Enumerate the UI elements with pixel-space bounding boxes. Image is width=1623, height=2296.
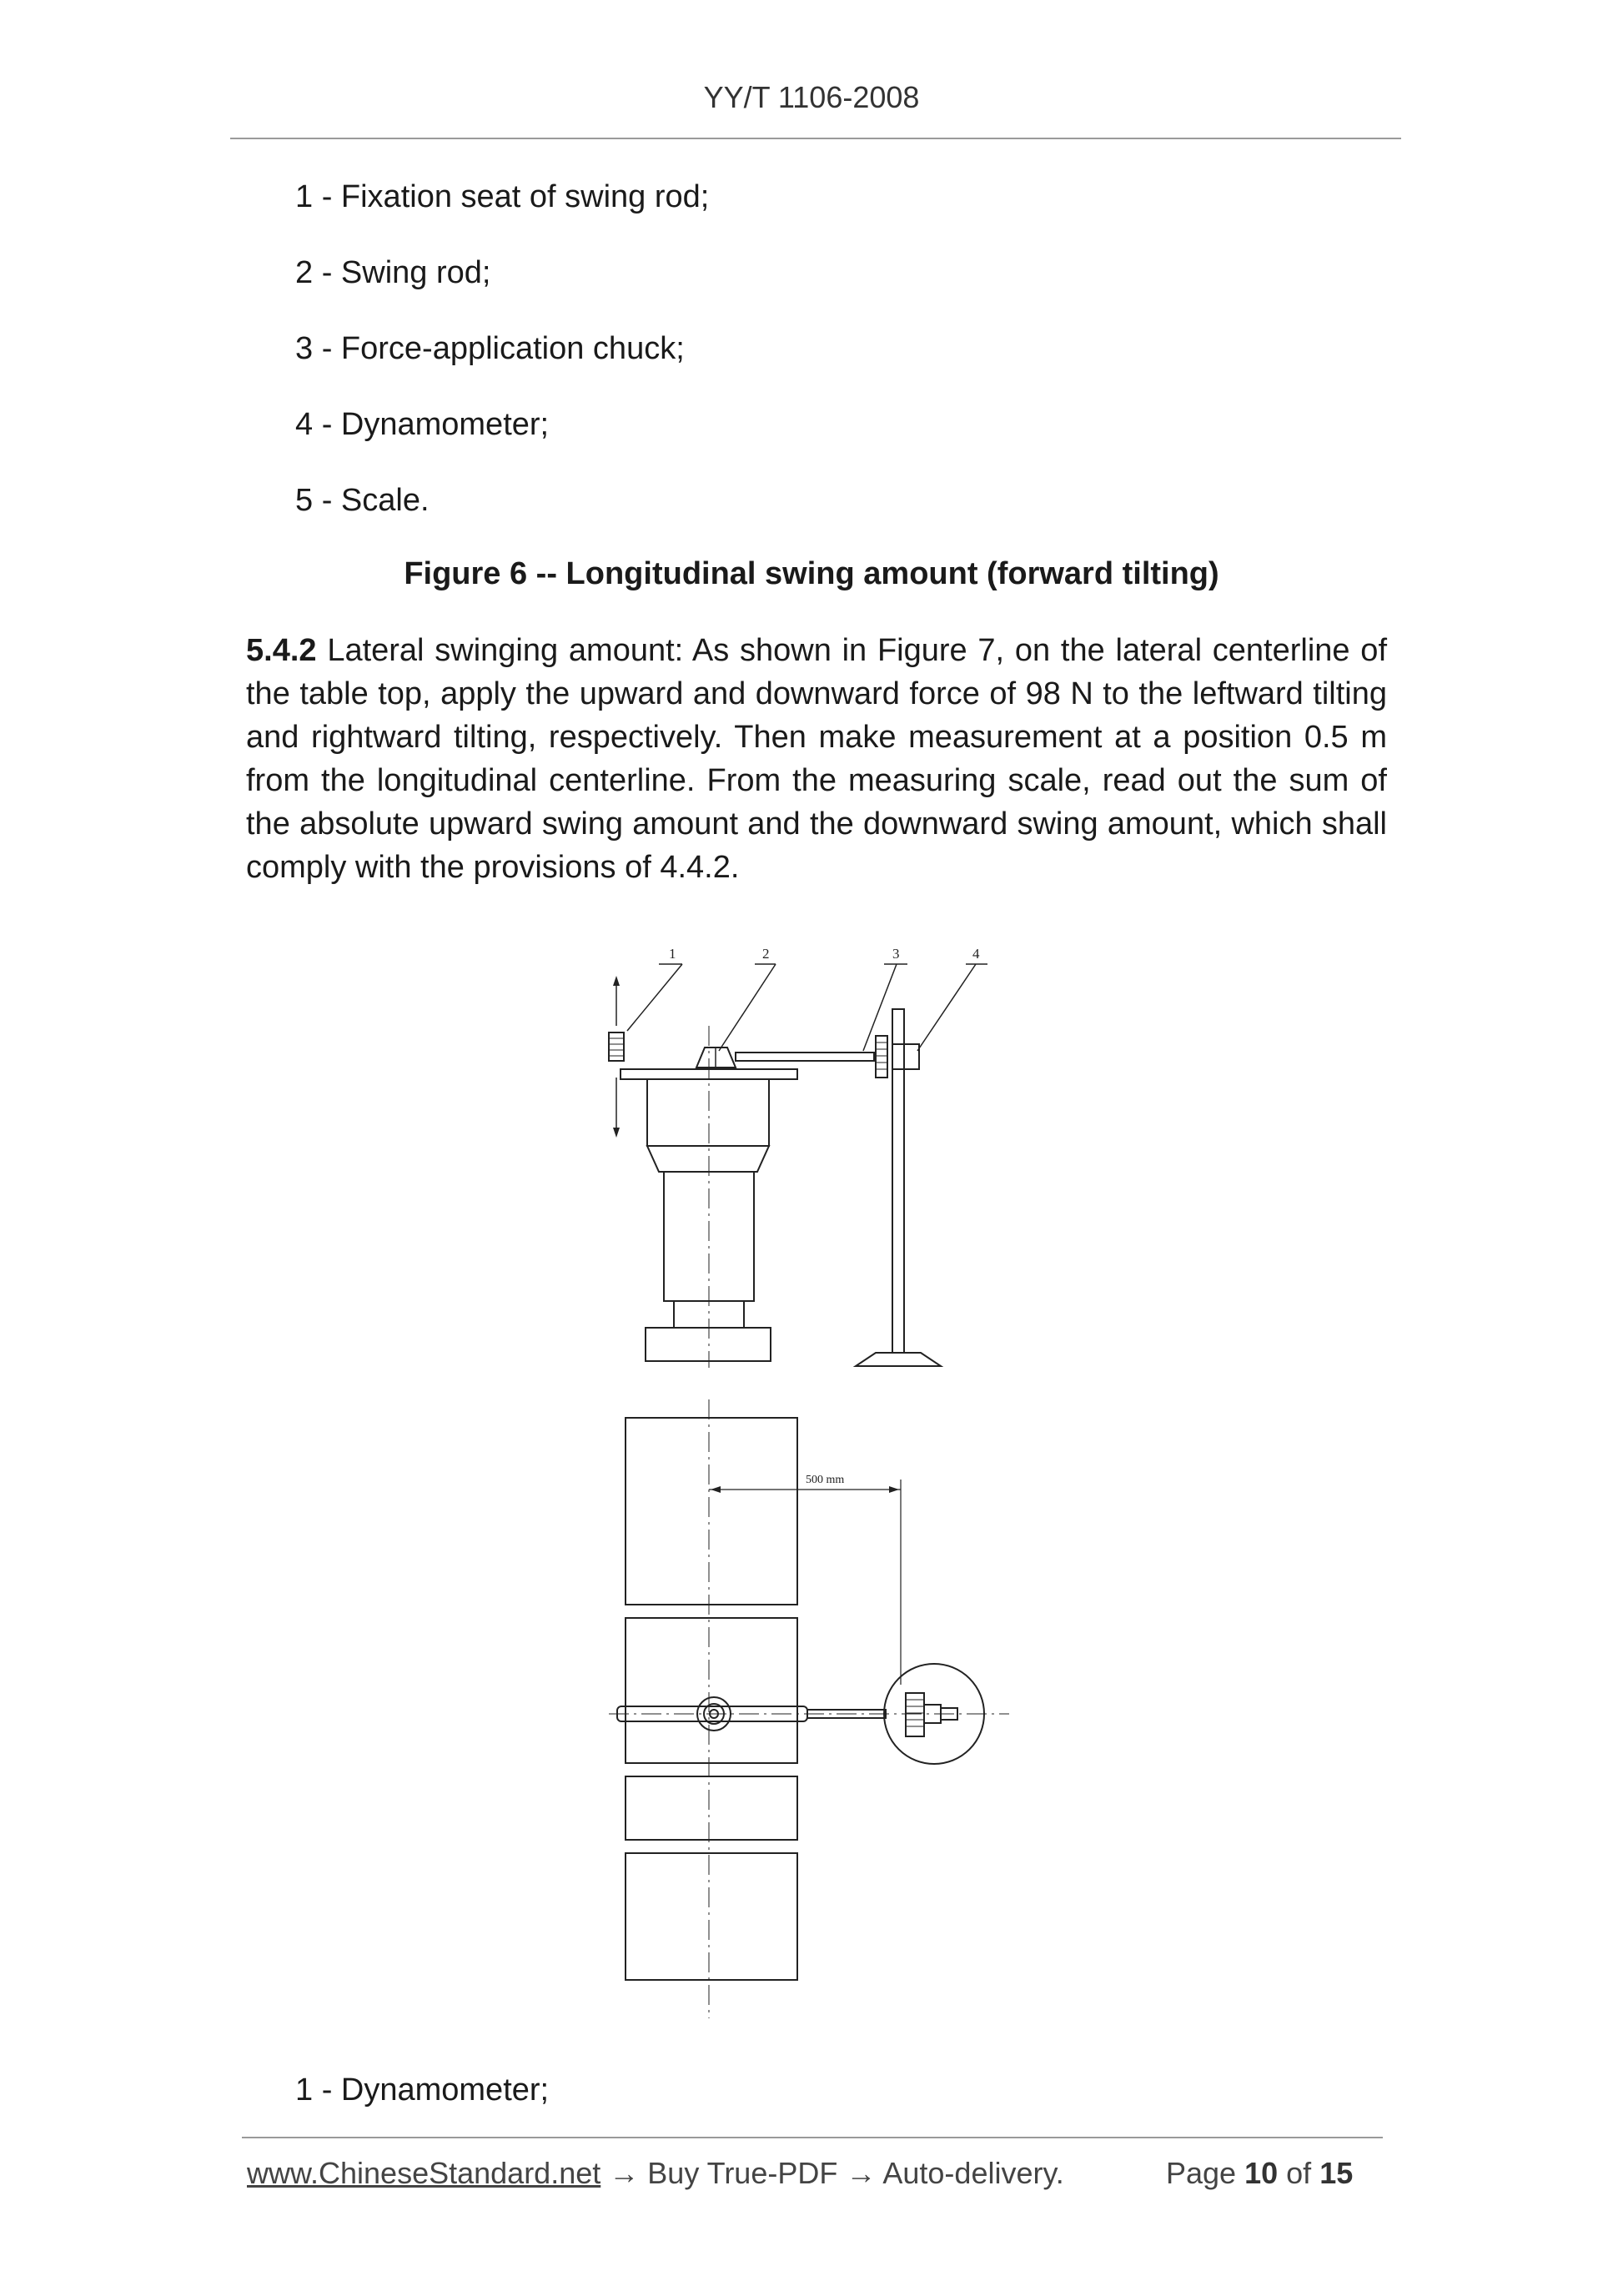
of-word: of (1286, 2156, 1312, 2190)
legend-item: 1 - Dynamometer; (295, 2072, 550, 2108)
callout-number: 3 (892, 946, 900, 962)
page-current: 10 (1244, 2156, 1279, 2190)
swing-rod (736, 1053, 874, 1061)
section-5-4-2-paragraph (246, 629, 1387, 889)
section-text: Lateral swinging amount: As shown in Figure 7, on the lateral centerline of the table top, apply the upward and downward force of 98 N to the leftward tilting and rightward tilting, respectively. Then make measurement at a position 0.5 m from the longitudinal centerline. From the measuring scale, read out the sum of the absolute upward swing amount and the downward swing amount, which shall comply with the provisions of 4.4.2. (246, 633, 1388, 885)
legend-item: 4 - Dynamometer; (295, 407, 550, 442)
page-word: Page (1166, 2156, 1237, 2190)
swing-rod-seat (696, 1048, 736, 1068)
side-view (609, 976, 941, 1368)
footer-page-number (1166, 2156, 1353, 2191)
callout-leaders (627, 964, 987, 1051)
table-section (626, 1776, 797, 1840)
footer-buy-text: Buy True-PDF (647, 2156, 838, 2190)
footer-divider (242, 2137, 1383, 2138)
table-section (626, 1853, 797, 1980)
callout-number: 2 (762, 946, 770, 962)
dimension-label: 500 mm (806, 1474, 845, 1486)
callout-number: 1 (669, 946, 676, 962)
legend-item: 1 - Fixation seat of swing rod; (295, 179, 710, 214)
callout-number: 4 (972, 946, 980, 962)
arrow-icon: → (609, 2156, 640, 2190)
footer-website-link[interactable]: www.ChineseStandard.net (247, 2156, 601, 2190)
footer-delivery-text: Auto-delivery. (882, 2156, 1064, 2190)
force-application-chuck (876, 1036, 887, 1078)
legend-item: 5 - Scale. (295, 483, 430, 518)
header-divider (230, 138, 1401, 139)
legend-item: 2 - Swing rod; (295, 255, 491, 290)
section-number: 5.4.2 (246, 633, 317, 668)
legend-item: 3 - Force-application chuck; (295, 331, 685, 366)
table-column (646, 1026, 771, 1368)
footer-promo (247, 2156, 1064, 2191)
figure-7-drawing (584, 934, 1034, 2035)
page-total: 15 (1319, 2156, 1354, 2190)
scale-stand (856, 1009, 941, 1366)
arrow-icon: → (846, 2156, 877, 2190)
table-section (626, 1418, 797, 1605)
top-view (609, 1399, 1009, 2018)
header-standard-code: YY/T 1106-2008 (703, 80, 920, 114)
dimension-500mm (709, 1474, 901, 1685)
table-section (626, 1618, 797, 1763)
figure-6-caption: Figure 6 -- Longitudinal swing amount (forward tilting) (404, 556, 1219, 591)
dynamometer-left (609, 976, 624, 1138)
